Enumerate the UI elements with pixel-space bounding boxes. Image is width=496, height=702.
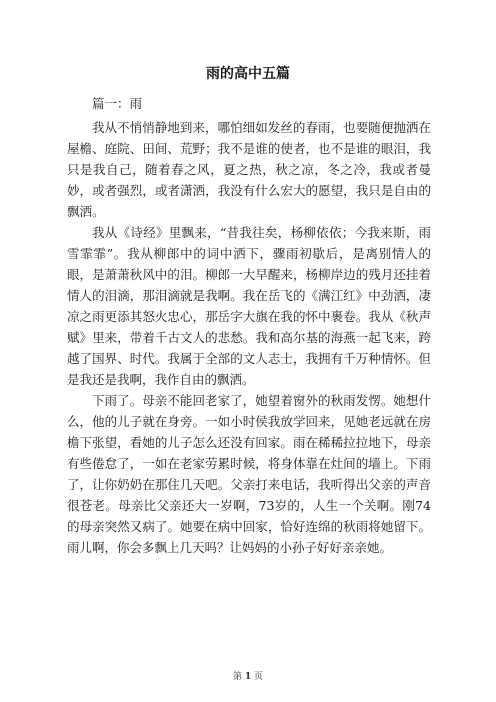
paragraph-2: 我从《诗经》里飘来，“昔我往矣，杨柳依依；今我来斯，雨雪霏霏”。我从柳郎中的词中洒下，骤雨初歇后，是离别情人的眼，是萧萧秋风中的泪。柳郎一大早醒来，杨柳岸边的残月还挂着情人的泪滴，那泪滴就是我啊。我在岳飞的《满江红》中劲洒，凄凉之雨更添其怒火忠心，那岳字大旗在我的怀中裹卷。我从《秋声赋》里来，带着千古文人的悲愁。我和高尔基的海燕一起飞来，跨越了国界、时代。我属于全部的文人志士，我拥有千万种情怀。但是我还是我啊，我作自由的飘洒。	[67, 225, 431, 387]
section-heading: 篇一：雨	[92, 96, 143, 111]
page-footer	[0, 671, 496, 683]
footer-suffix: 页	[254, 672, 264, 682]
document-body	[67, 117, 431, 558]
paragraph-3: 下雨了。母亲不能回老家了，她望着窗外的秋雨发愣。她想什么，他的儿子就在身旁。一如小时侯我放学回来，见她老远就在房檐下张望，看她的儿子怎么还没有回家。雨在稀稀拉拉地下，母亲有些倦怠了，一如在老家劳累时候，将身体靠在灶间的墙上。下雨了，让你奶奶在那住几天吧。父亲打来电话，我听得出父亲的声音很苍老。母亲比父亲还大一岁啊，73岁的，人生一个关啊。刚74的母亲突然又病了。她要在病中回家，恰好连绵的秋雨将她留下。雨儿啊，你会多飘上几天吗？让妈妈的小孙子好好亲亲她。	[67, 393, 431, 555]
paragraph-1: 我从不悄悄静地到来，哪怕细如发丝的春雨，也要随便抛洒在屋檐、庭院、田间、荒野；我不是谁的使者，也不是谁的眼泪，我只是我自己，随着春之风，夏之热，秋之凉，冬之冷，我或者曼妙，或者强烈，或者潇洒，我没有什么宏大的愿望，我只是自由的飘洒。	[67, 120, 431, 219]
document-title: 雨的高中五篇	[206, 66, 290, 82]
footer-page-number: 1	[244, 672, 252, 682]
footer-prefix: 第	[232, 672, 242, 682]
